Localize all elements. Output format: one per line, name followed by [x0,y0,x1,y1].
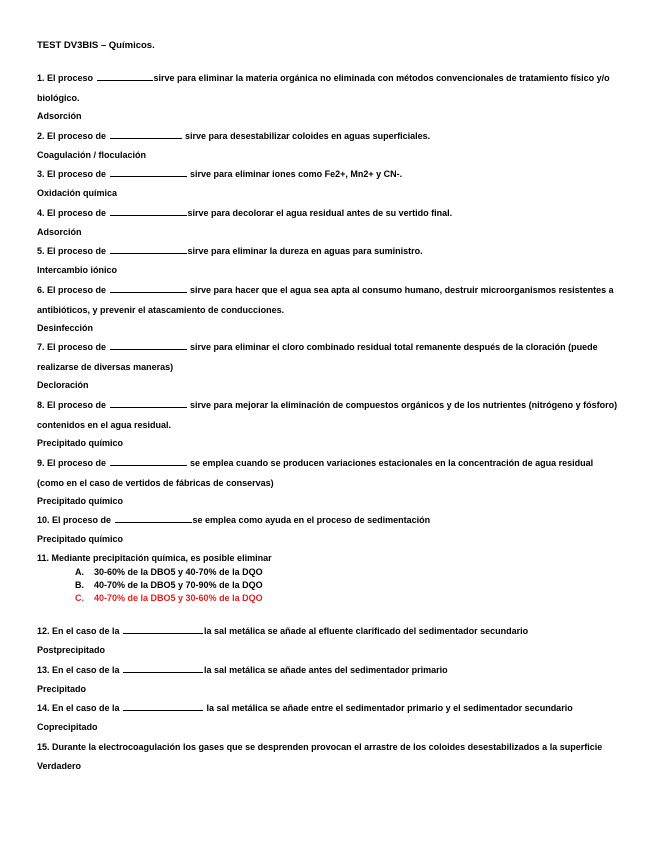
question-15 [37,737,622,757]
question-5 [37,241,622,261]
answer-13: Precipitado [37,684,87,694]
question-12-post: la sal metálica se añade al efluente clarificado del sedimentador secundario [204,626,529,636]
answer-blank [123,702,203,711]
question-14-post: la sal metálica se añade entre el sedimentador primario y el sedimentador secundario [204,703,573,713]
answer-4: Adsorción [37,227,82,237]
question-15-text: 15. Durante la electrocoagulación los gases que se desprenden provocan el arrastre de los coloides desestabilizados a la superficie [37,742,603,752]
question-4-pre: 4. El proceso de [37,208,109,218]
question-3-post: sirve para eliminar iones como Fe2+, Mn2+ y CN-. [187,169,403,179]
answer-blank [115,514,192,523]
question-11 [37,548,622,568]
question-8-post: sirve para mejorar la eliminación de compuestos orgánicos y de los nutrientes (nitrógeno y fósforo) contenidos en el agua residual. [37,400,618,430]
question-5-post: sirve para eliminar la dureza en aguas para suministro. [187,246,423,256]
question-6-pre: 6. El proceso de [37,285,109,295]
question-8 [37,395,622,435]
answer-15: Verdadero [37,761,82,771]
answer-blank [110,284,187,293]
answer-blank [110,399,187,408]
question-7 [37,337,622,377]
question-11-options [75,566,263,605]
question-4-post: sirve para decolorar el agua residual antes de su vertido final. [187,208,453,218]
answer-blank [123,664,203,673]
answer-blank [110,130,182,139]
option-c-correct [75,592,263,605]
answer-8: Precipitado químico [37,438,124,448]
answer-blank [110,207,187,216]
question-1 [37,68,622,108]
option-a [75,566,263,579]
question-11-text: 11. Mediante precipitación química, es posible eliminar [37,553,272,563]
question-1-post: sirve para eliminar la materia orgánica no eliminada con métodos convencionales de tratamiento físico y/o biológico. [37,73,610,103]
question-9 [37,453,622,493]
answer-blank [97,72,153,81]
option-text: 30-60% de la DBO5 y 40-70% de la DQO [94,567,263,577]
question-14-pre: 14. En el caso de la [37,703,123,713]
question-10-post: se emplea como ayuda en el proceso de sedimentación [192,515,431,525]
answer-5: Intercambio iónico [37,265,118,275]
answer-blank [110,457,187,466]
question-3-pre: 3. El proceso de [37,169,109,179]
question-10 [37,510,622,530]
question-2-post: sirve para desestabilizar coloides en aguas superficiales. [182,131,431,141]
answer-blank [110,245,187,254]
question-13-pre: 13. En el caso de la [37,665,123,675]
question-13-post: la sal metálica se añade antes del sedimentador primario [204,665,448,675]
question-12-pre: 12. En el caso de la [37,626,123,636]
answer-blank [110,341,187,350]
answer-2: Coagulación / floculación [37,150,147,160]
answer-6: Desinfección [37,323,94,333]
answer-7: Decloración [37,380,89,390]
answer-14: Coprecipitado [37,722,98,732]
answer-10: Precipitado químico [37,534,124,544]
question-9-pre: 9. El proceso de [37,458,109,468]
question-7-pre: 7. El proceso de [37,342,109,352]
option-letter: B. [75,580,84,590]
question-13 [37,660,622,680]
question-2-pre: 2. El proceso de [37,131,109,141]
question-2 [37,126,622,146]
option-letter: C. [75,593,84,603]
answer-1: Adsorción [37,111,82,121]
answer-9: Precipitado químico [37,496,124,506]
answer-blank [110,168,187,177]
answer-blank [123,625,203,634]
answer-3: Oxidación química [37,188,118,198]
question-9-post: se emplea cuando se producen variaciones estacionales en la concentración de agua residual (como en el caso de vertidos de fábricas de conservas) [37,458,594,488]
question-6 [37,280,622,320]
document-title: TEST DV3BIS – Químicos. [37,40,155,51]
answer-12: Postprecipitado [37,645,106,655]
option-letter: A. [75,567,84,577]
option-text: 40-70% de la DBO5 y 70-90% de la DQO [94,580,263,590]
question-4 [37,203,622,223]
question-12 [37,621,622,641]
option-b [75,579,263,592]
question-3 [37,164,622,184]
option-text: 40-70% de la DBO5 y 30-60% de la DQO [94,593,263,603]
question-7-post: sirve para eliminar el cloro combinado residual total remanente después de la cloración (puede realizarse de diversas maneras) [37,342,598,372]
question-6-post: sirve para hacer que el agua sea apta al consumo humano, destruir microorganismos resistentes a antibióticos, y prevenir el atascamiento de conducciones. [37,285,614,315]
question-10-pre: 10. El proceso de [37,515,114,525]
question-8-pre: 8. El proceso de [37,400,109,410]
question-5-pre: 5. El proceso de [37,246,109,256]
question-14 [37,698,622,718]
question-1-pre: 1. El proceso [37,73,96,83]
